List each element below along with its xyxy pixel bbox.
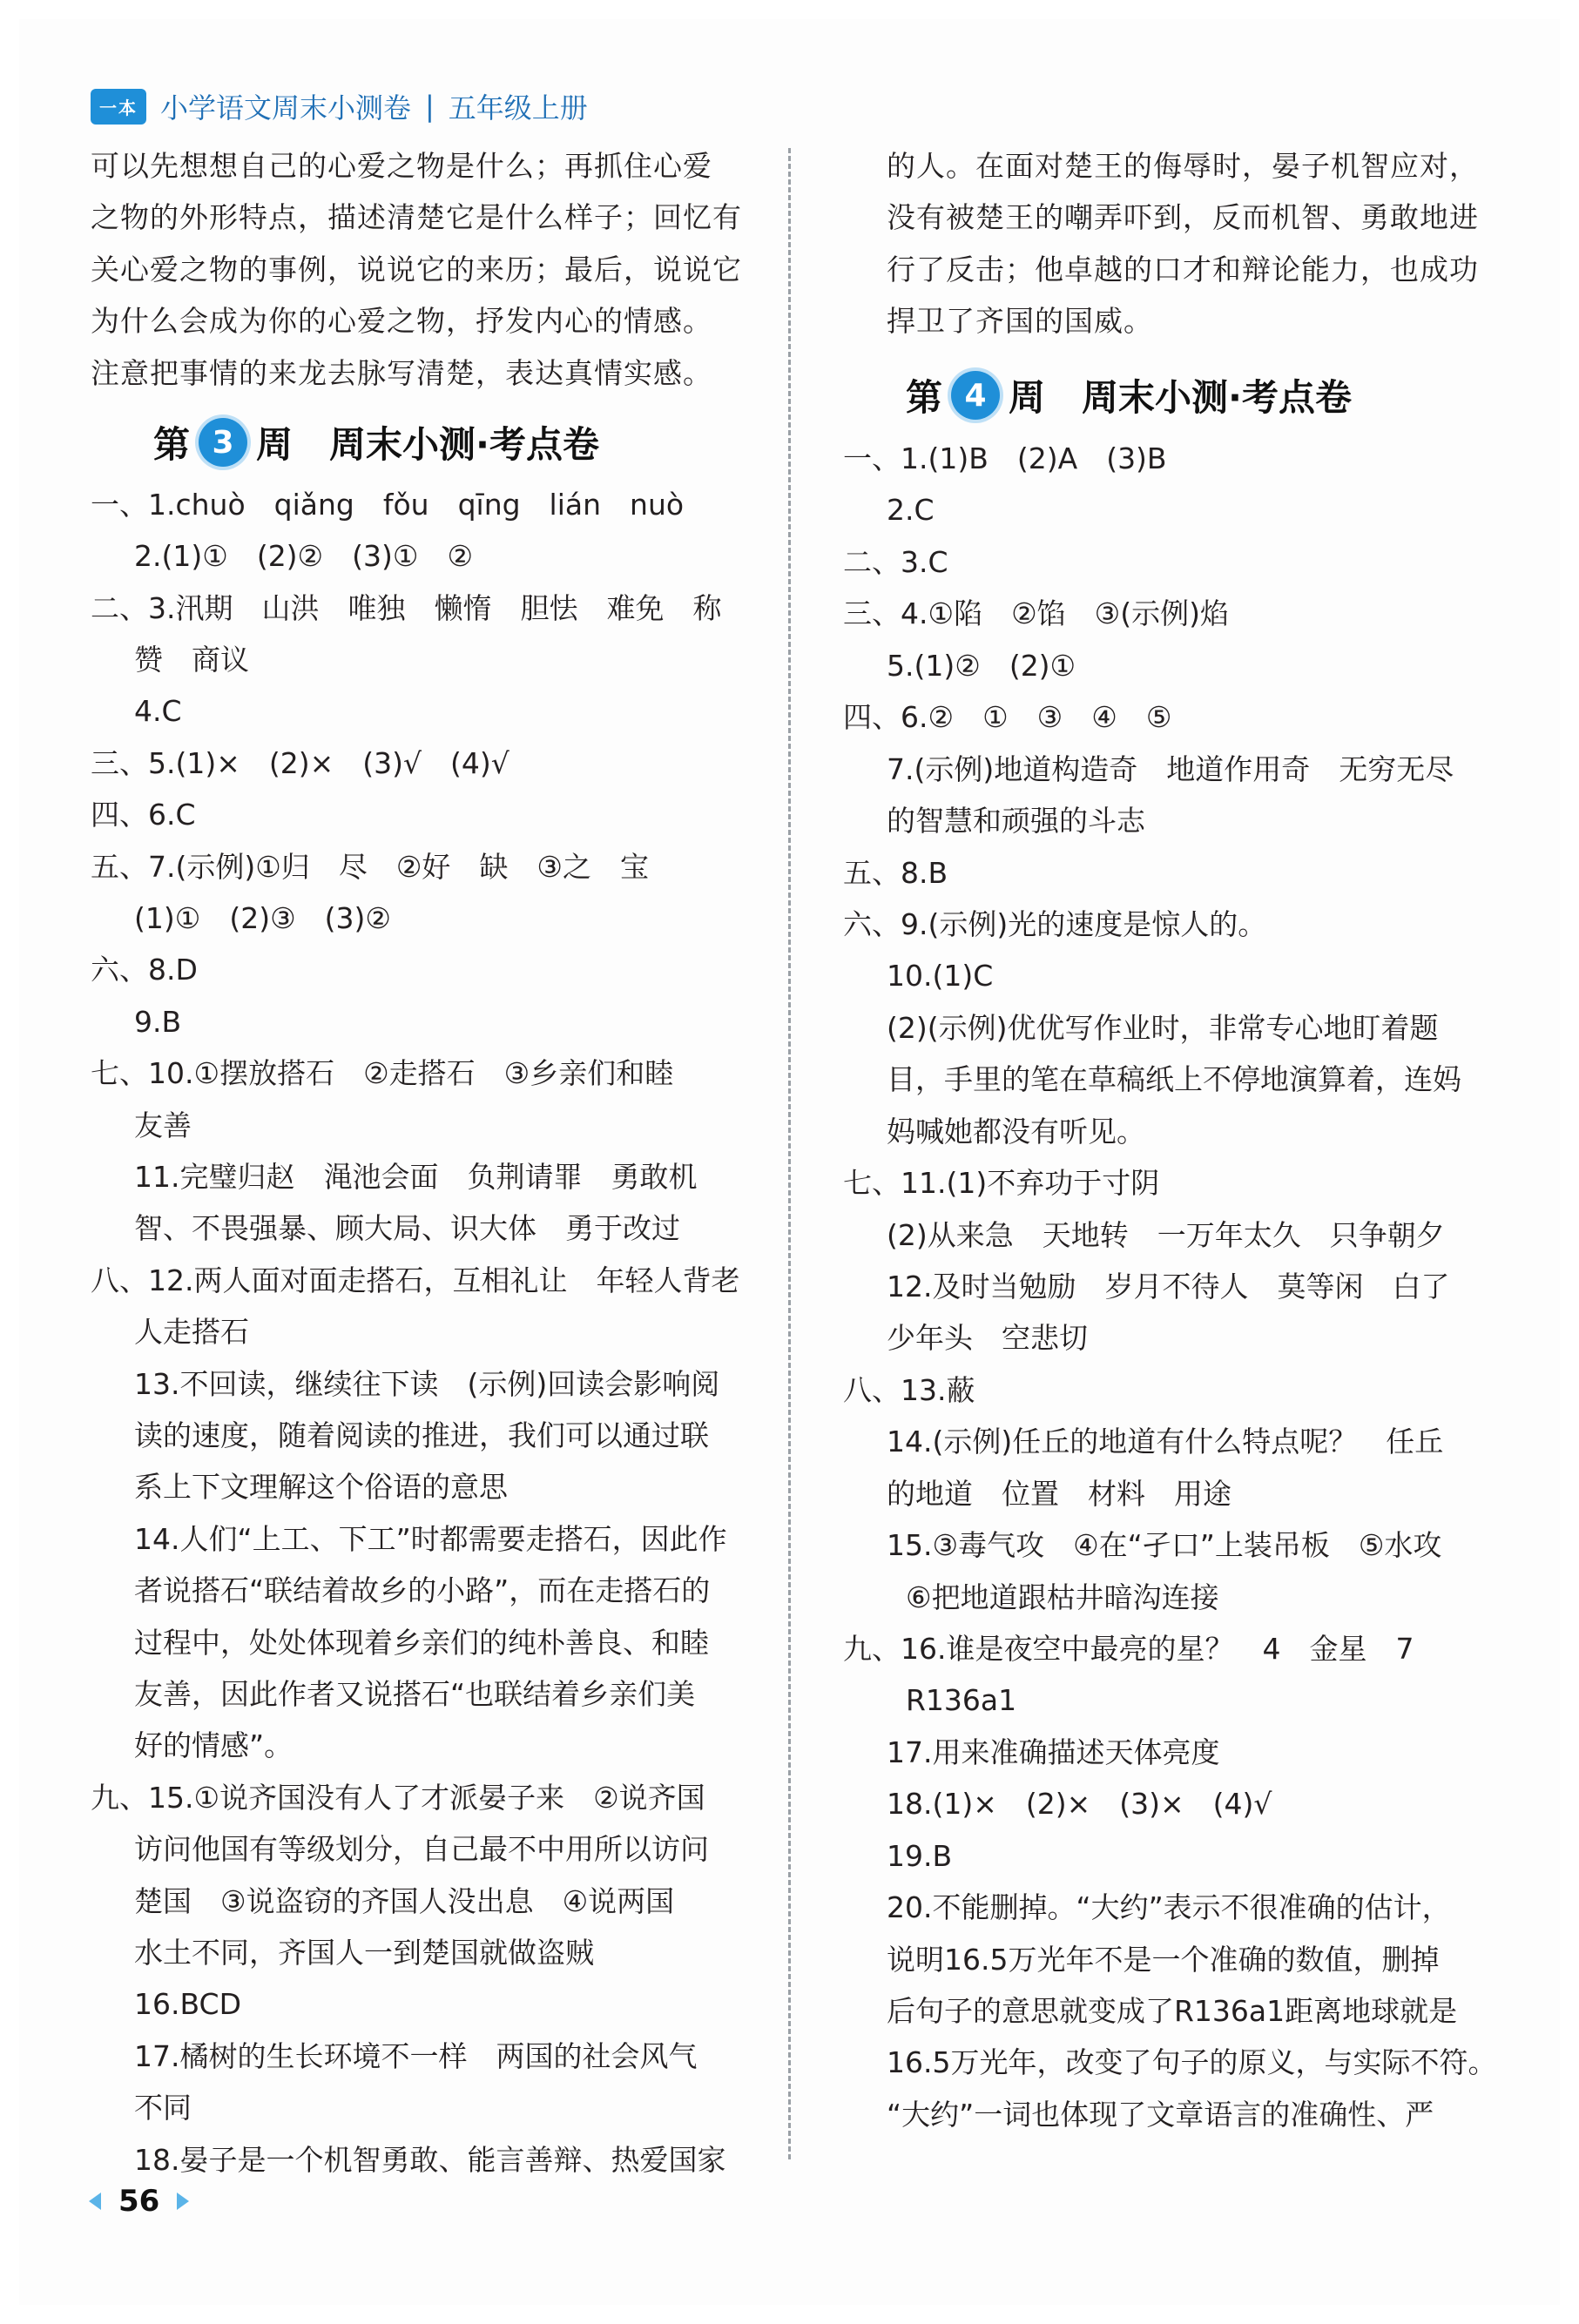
answer-line: 17.用来准确描述天体亮度 (887, 1735, 1220, 1769)
answer-line: 11.完璧归赵 渑池会面 负荆请罪 勇敢机 (134, 1160, 698, 1194)
answer-line: 六、8.D (91, 953, 198, 987)
answer-line: 访问他国有等级划分，自己最不中用所以访问 (134, 1832, 709, 1866)
answer-line: 16.5万光年，改变了句子的原义，与实际不符。 (887, 2045, 1497, 2079)
answer-line: 九、15.①说齐国没有人了才派晏子来 ②说齐国 (91, 1781, 705, 1815)
answer-line: 16.BCD (134, 1987, 241, 2021)
page-number: 56 (118, 2184, 160, 2219)
answer-line: 三、5.(1)× (2)× (3)√ (4)√ (91, 746, 509, 780)
answer-line: 19.B (887, 1839, 953, 1873)
answer-line: 八、12.两人面对面走搭石，互相礼让 年轻人背老 (91, 1263, 740, 1297)
answer-line: 目，手里的笔在草稿纸上不停地演算着，连妈 (887, 1062, 1461, 1096)
section-suffix: 周 (1009, 376, 1046, 419)
page-footer (89, 2184, 189, 2219)
page-header (91, 87, 588, 125)
answer-line: 说明16.5万光年不是一个准确的数值，删掉 (887, 1943, 1440, 1977)
answer-line: R136a1 (906, 1683, 1017, 1717)
answer-line: 的智慧和顽强的斗志 (887, 804, 1145, 838)
answer-line: 不同 (134, 2091, 192, 2125)
answer-line: 者说搭石“联结着故乡的小路”，而在走搭石的 (134, 1573, 711, 1607)
intro-line: 的人。在面对楚王的侮辱时，晏子机智应对， (887, 149, 1479, 183)
intro-line: 捍卫了齐国的国威。 (887, 304, 1153, 338)
next-page-icon[interactable] (177, 2193, 189, 2210)
answer-line: 18.(1)× (2)× (3)× (4)√ (887, 1787, 1272, 1821)
answer-line: 五、8.B (843, 856, 948, 890)
answer-line: 九、16.谁是夜空中最亮的星？ 4 金星 7 (843, 1632, 1414, 1666)
answer-line: 楚国 ③说盗窃的齐国人没出息 ④说两国 (134, 1884, 675, 1918)
answer-line: 10.(1)C (887, 959, 994, 993)
section-heading: 周末小测·考点卷 (1082, 376, 1352, 419)
answer-line: 八、13.蔽 (843, 1373, 975, 1407)
column-divider (788, 148, 791, 2159)
section-suffix: 周 (256, 423, 294, 466)
answer-line: 七、10.①摆放搭石 ②走搭石 ③乡亲们和睦 (91, 1056, 674, 1090)
answer-line: 四、6.C (91, 798, 196, 832)
answer-line: “大约”一词也体现了文章语言的准确性、严 (887, 2098, 1434, 2132)
prev-page-icon[interactable] (89, 2193, 101, 2210)
intro-line: 之物的外形特点，描述清楚它是什么样子；回忆有 (91, 200, 742, 234)
answer-line: 好的情感”。 (134, 1728, 294, 1762)
answer-line: 少年头 空悲切 (887, 1321, 1088, 1355)
answer-line: 四、6.② ① ③ ④ ⑤ (843, 700, 1172, 734)
answer-line: 五、7.(示例)①归 尽 ②好 缺 ③之 宝 (91, 850, 649, 884)
answer-line: 14.(示例)任丘的地道有什么特点呢？ 任丘 (887, 1425, 1444, 1458)
answer-line: 14.人们“上工、下工”时都需要走搭石，因此作 (134, 1522, 727, 1556)
grade-label: 五年级上册 (448, 91, 588, 125)
answer-line: 的地道 位置 材料 用途 (887, 1477, 1231, 1511)
answer-line: ⑥把地道跟枯井暗沟连接 (906, 1580, 1219, 1614)
answer-line: 赞 商议 (134, 643, 249, 677)
intro-line: 可以先想想自己的心爱之物是什么；再抓住心爱 (91, 149, 712, 183)
answer-line: 12.及时当勉励 岁月不待人 莫等闲 白了 (887, 1270, 1450, 1303)
answer-line: 后句子的意思就变成了R136a1距离地球就是 (887, 1994, 1458, 2028)
answer-line: 三、4.①陷 ②馅 ③(示例)焰 (843, 596, 1229, 630)
week-number-badge: 4 (951, 371, 1000, 420)
section-prefix: 第 (153, 423, 191, 466)
answer-line: (1)① (2)③ (3)② (134, 901, 391, 935)
answer-line: 人走搭石 (134, 1315, 249, 1349)
answer-line: 20.不能删掉。“大约”表示不很准确的估计， (887, 1890, 1451, 1924)
answer-line: 二、3.汛期 山洪 唯独 懒惰 胆怯 难免 称 (91, 591, 722, 625)
intro-line: 为什么会成为你的心爱之物，抒发内心的情感。 (91, 304, 712, 338)
answer-line: 七、11.(1)不弃功于寸阴 (843, 1166, 1160, 1200)
section-title-week4 (906, 369, 1352, 421)
header-separator: | (425, 90, 435, 123)
answer-line: 一、1.chuò qiǎng fǒu qīng lián nuò (91, 488, 685, 522)
answer-line: 2.(1)① (2)② (3)① ② (134, 539, 474, 573)
answer-line: 友善 (134, 1108, 192, 1142)
section-title-week3 (153, 416, 599, 468)
answer-line: 过程中，处处体现着乡亲们的纯朴善良、和睦 (134, 1626, 709, 1660)
intro-line: 关心爱之物的事例，说说它的来历；最后，说说它 (91, 253, 742, 286)
answer-line: 7.(示例)地道构造奇 地道作用奇 无穷无尽 (887, 752, 1454, 786)
answer-line: 9.B (134, 1005, 182, 1039)
intro-line: 注意把事情的来龙去脉写清楚，表达真情实感。 (91, 356, 712, 390)
section-prefix: 第 (906, 376, 943, 419)
answer-line: (2)从来急 天地转 一万年太久 只争朝夕 (887, 1218, 1445, 1252)
answer-line: 妈喊她都没有听见。 (887, 1115, 1145, 1149)
answer-line: 18.晏子是一个机智勇敢、能言善辩、热爱国家 (134, 2143, 726, 2177)
answer-line: 六、9.(示例)光的速度是惊人的。 (843, 907, 1267, 941)
answer-line: 智、不畏强暴、顾大局、识大体 勇于改过 (134, 1211, 680, 1245)
answer-line: 系上下文理解这个俗语的意思 (134, 1470, 508, 1504)
answer-line: 4.C (134, 694, 182, 728)
series-title: 小学语文周末小测卷 (160, 91, 412, 125)
brand-logo: 一本 (91, 89, 146, 125)
answer-line: 15.③毒气攻 ④在“孑口”上装吊板 ⑤水攻 (887, 1528, 1442, 1562)
answer-line: 友善，因此作者又说搭石“也联结着乡亲们美 (134, 1677, 696, 1711)
answer-line: 17.橘树的生长环境不一样 两国的社会风气 (134, 2039, 698, 2073)
intro-line: 没有被楚王的嘲弄吓到，反而机智、勇敢地进 (887, 200, 1479, 234)
answer-line: 一、1.(1)B (2)A (3)B (843, 441, 1167, 475)
answer-line: 13.不回读，继续往下读 (示例)回读会影响阅 (134, 1367, 720, 1401)
answer-line: (2)(示例)优优写作业时，非常专心地盯着题 (887, 1011, 1439, 1045)
answer-line: 5.(1)② (2)① (887, 649, 1076, 683)
answer-line: 二、3.C (843, 545, 948, 579)
answer-line: 2.C (887, 493, 935, 527)
answer-line: 读的速度，随着阅读的推进，我们可以通过联 (134, 1418, 709, 1452)
answer-line: 水土不同，齐国人一到楚国就做盗贼 (134, 1936, 594, 1970)
week-number-badge: 3 (199, 418, 247, 467)
intro-line: 行了反击；他卓越的口才和辩论能力，也成功 (887, 253, 1479, 286)
section-heading: 周末小测·考点卷 (329, 423, 599, 466)
